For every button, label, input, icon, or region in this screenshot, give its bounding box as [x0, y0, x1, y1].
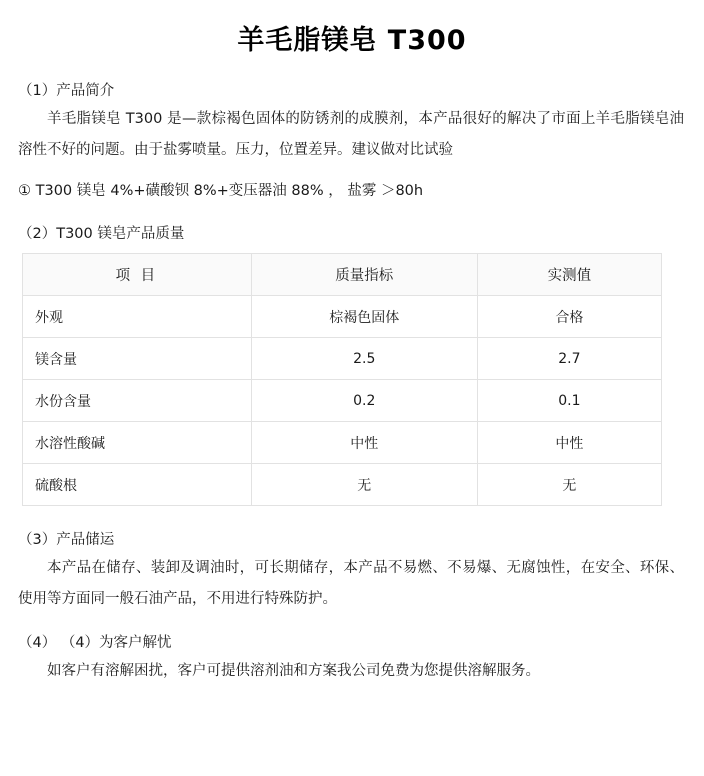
cell-spec: 0.2 [251, 380, 477, 422]
table-row [23, 464, 662, 506]
section-heading-3: （3）产品储运 [18, 532, 115, 548]
column-header-item: 项 目 [23, 254, 252, 296]
cell-item: 硫酸根 [23, 464, 252, 506]
cell-item: 镁含量 [23, 338, 252, 380]
section-4-paragraph: 如客户有溶解困扰，客户可提供溶剂油和方案我公司免费为您提供溶解服务。 [47, 663, 540, 679]
spacer [14, 615, 690, 631]
table-row [23, 422, 662, 464]
cell-spec: 2.5 [251, 338, 477, 380]
column-header-measured: 实测值 [477, 254, 661, 296]
cell-measured: 无 [477, 464, 661, 506]
section-1-bullet-1: ① T300 镁皂 4%+磺酸钡 8%+变压器油 88% ， 盐雾 ＞80h [18, 183, 424, 199]
table-row [23, 380, 662, 422]
spacer [14, 506, 690, 528]
column-header-spec: 质量指标 [251, 254, 477, 296]
cell-measured: 中性 [477, 422, 661, 464]
section-heading-4: （4） （4）为客户解忧 [18, 635, 172, 651]
cell-item: 水份含量 [23, 380, 252, 422]
table-row [23, 296, 662, 338]
cell-spec: 无 [251, 464, 477, 506]
section-heading-1: （1）产品简介 [18, 83, 115, 99]
cell-spec: 棕褐色固体 [251, 296, 477, 338]
section-heading-2: （2）T300 镁皂产品质量 [18, 226, 185, 242]
section-3-paragraph: 本产品在储存、装卸及调油时，可长期储存，本产品不易燃、不易爆、无腐蚀性，在安全、环保、使用等方面同一般石油产品，不用进行特殊防护。 [18, 560, 684, 607]
spacer [14, 166, 690, 176]
cell-measured: 2.7 [477, 338, 661, 380]
quality-table-body [23, 296, 662, 506]
table-header-row [23, 254, 662, 296]
quality-table-head [23, 254, 662, 296]
cell-measured: 0.1 [477, 380, 661, 422]
page-title: 羊毛脂镁皂 T300 [237, 25, 467, 56]
cell-item: 外观 [23, 296, 252, 338]
cell-item: 水溶性酸碱 [23, 422, 252, 464]
cell-spec: 中性 [251, 422, 477, 464]
cell-measured: 合格 [477, 296, 661, 338]
section-1-paragraph: 羊毛脂镁皂 T300 是—款棕褐色固体的防锈剂的成膜剂，本产品很好的解决了市面上羊毛脂镁皂油溶性不好的问题。由于盐雾喷量。压力，位置差异。建议做对比试验 [18, 111, 684, 158]
quality-table [22, 253, 662, 506]
spacer [14, 206, 690, 222]
document-page [0, 18, 704, 776]
table-row [23, 338, 662, 380]
